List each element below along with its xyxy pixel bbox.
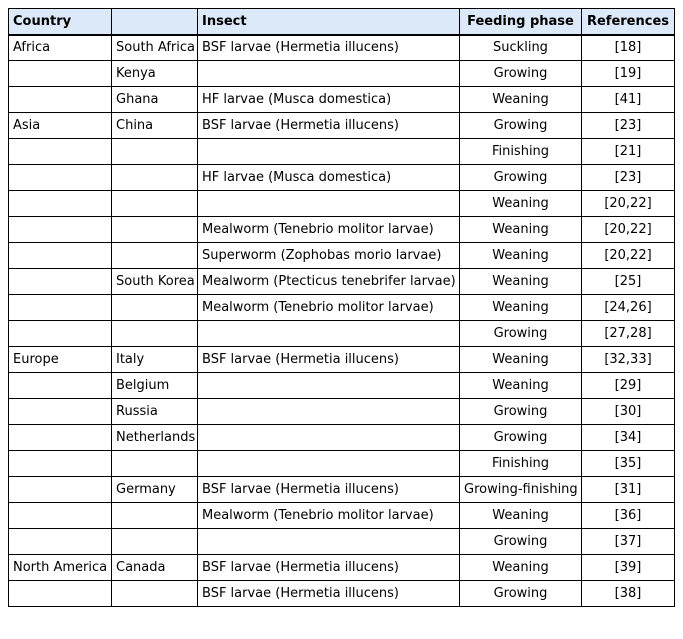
cell-insect — [198, 373, 460, 399]
cell-insect: BSF larvae (Hermetia illucens) — [198, 35, 460, 61]
cell-insect — [198, 139, 460, 165]
cell-region: Asia — [9, 113, 112, 139]
table-row — [9, 373, 675, 399]
table-row — [9, 61, 675, 87]
header-subcountry — [112, 9, 198, 35]
cell-reference: [29] — [582, 373, 675, 399]
cell-country: Netherlands — [112, 425, 198, 451]
header-country: Country — [9, 9, 112, 35]
cell-reference: [23] — [582, 165, 675, 191]
cell-country: Italy — [112, 347, 198, 373]
cell-insect — [198, 399, 460, 425]
cell-region — [9, 269, 112, 295]
table-row — [9, 139, 675, 165]
cell-reference: [24,26] — [582, 295, 675, 321]
cell-reference: [36] — [582, 503, 675, 529]
cell-feeding-phase: Weaning — [460, 347, 582, 373]
cell-insect: BSF larvae (Hermetia illucens) — [198, 477, 460, 503]
cell-feeding-phase: Growing — [460, 529, 582, 555]
cell-region — [9, 139, 112, 165]
cell-region: Africa — [9, 35, 112, 61]
cell-feeding-phase: Growing — [460, 165, 582, 191]
cell-country: Kenya — [112, 61, 198, 87]
cell-region: North America — [9, 555, 112, 581]
cell-country — [112, 139, 198, 165]
cell-feeding-phase: Weaning — [460, 373, 582, 399]
table-row — [9, 529, 675, 555]
cell-insect: HF larvae (Musca domestica) — [198, 87, 460, 113]
cell-region — [9, 503, 112, 529]
cell-reference: [18] — [582, 35, 675, 61]
cell-reference: [35] — [582, 451, 675, 477]
table-row — [9, 581, 675, 607]
cell-reference: [23] — [582, 113, 675, 139]
cell-reference: [41] — [582, 87, 675, 113]
cell-insect — [198, 451, 460, 477]
cell-feeding-phase: Suckling — [460, 35, 582, 61]
cell-country — [112, 295, 198, 321]
cell-reference: [32,33] — [582, 347, 675, 373]
cell-region: Europe — [9, 347, 112, 373]
cell-feeding-phase: Finishing — [460, 451, 582, 477]
cell-region — [9, 399, 112, 425]
cell-reference: [31] — [582, 477, 675, 503]
cell-region — [9, 581, 112, 607]
table-row — [9, 243, 675, 269]
cell-feeding-phase: Growing — [460, 425, 582, 451]
table-body — [9, 35, 675, 607]
cell-feeding-phase: Growing-finishing — [460, 477, 582, 503]
cell-region — [9, 321, 112, 347]
cell-feeding-phase: Weaning — [460, 269, 582, 295]
cell-insect — [198, 321, 460, 347]
cell-reference: [20,22] — [582, 191, 675, 217]
cell-region — [9, 191, 112, 217]
table-row — [9, 503, 675, 529]
cell-country: China — [112, 113, 198, 139]
cell-reference: [21] — [582, 139, 675, 165]
cell-reference: [39] — [582, 555, 675, 581]
cell-feeding-phase: Growing — [460, 399, 582, 425]
cell-reference: [38] — [582, 581, 675, 607]
cell-country — [112, 191, 198, 217]
cell-insect: Mealworm (Tenebrio molitor larvae) — [198, 217, 460, 243]
table-row — [9, 269, 675, 295]
cell-reference: [20,22] — [582, 217, 675, 243]
cell-region — [9, 425, 112, 451]
table-row — [9, 347, 675, 373]
cell-region — [9, 243, 112, 269]
cell-insect: BSF larvae (Hermetia illucens) — [198, 581, 460, 607]
table-row — [9, 295, 675, 321]
cell-feeding-phase: Weaning — [460, 87, 582, 113]
cell-reference: [27,28] — [582, 321, 675, 347]
cell-reference: [34] — [582, 425, 675, 451]
cell-region — [9, 61, 112, 87]
cell-reference: [30] — [582, 399, 675, 425]
cell-country: Canada — [112, 555, 198, 581]
cell-insect: Mealworm (Tenebrio molitor larvae) — [198, 503, 460, 529]
header-insect: Insect — [198, 9, 460, 35]
cell-insect: HF larvae (Musca domestica) — [198, 165, 460, 191]
cell-country: Russia — [112, 399, 198, 425]
table-header-row — [9, 9, 675, 35]
cell-reference: [19] — [582, 61, 675, 87]
cell-region — [9, 373, 112, 399]
table-row — [9, 87, 675, 113]
cell-feeding-phase: Growing — [460, 61, 582, 87]
cell-insect: Mealworm (Ptecticus tenebrifer larvae) — [198, 269, 460, 295]
cell-country — [112, 243, 198, 269]
table-row — [9, 451, 675, 477]
table-row — [9, 165, 675, 191]
cell-reference: [20,22] — [582, 243, 675, 269]
cell-region — [9, 477, 112, 503]
table-row — [9, 217, 675, 243]
cell-region — [9, 165, 112, 191]
table-row — [9, 113, 675, 139]
cell-insect — [198, 529, 460, 555]
cell-reference: [25] — [582, 269, 675, 295]
cell-reference: [37] — [582, 529, 675, 555]
cell-region — [9, 529, 112, 555]
cell-country — [112, 451, 198, 477]
cell-feeding-phase: Weaning — [460, 295, 582, 321]
cell-region — [9, 451, 112, 477]
cell-insect: BSF larvae (Hermetia illucens) — [198, 555, 460, 581]
cell-country — [112, 321, 198, 347]
table-row — [9, 555, 675, 581]
cell-insect: Superworm (Zophobas morio larvae) — [198, 243, 460, 269]
cell-country: Ghana — [112, 87, 198, 113]
cell-feeding-phase: Growing — [460, 581, 582, 607]
table-row — [9, 191, 675, 217]
cell-feeding-phase: Growing — [460, 113, 582, 139]
table-row — [9, 425, 675, 451]
cell-feeding-phase: Weaning — [460, 217, 582, 243]
cell-country — [112, 165, 198, 191]
insect-feeding-table — [8, 8, 675, 607]
cell-feeding-phase: Growing — [460, 321, 582, 347]
header-references: References — [582, 9, 675, 35]
cell-feeding-phase: Weaning — [460, 503, 582, 529]
cell-country — [112, 217, 198, 243]
cell-country — [112, 529, 198, 555]
header-feeding-phase: Feeding phase — [460, 9, 582, 35]
cell-country: Belgium — [112, 373, 198, 399]
cell-country: Germany — [112, 477, 198, 503]
cell-insect — [198, 425, 460, 451]
cell-country: South Africa — [112, 35, 198, 61]
cell-feeding-phase: Weaning — [460, 243, 582, 269]
cell-region — [9, 295, 112, 321]
cell-country — [112, 503, 198, 529]
table-row — [9, 321, 675, 347]
cell-region — [9, 217, 112, 243]
cell-insect: BSF larvae (Hermetia illucens) — [198, 347, 460, 373]
cell-region — [9, 87, 112, 113]
cell-insect — [198, 61, 460, 87]
cell-feeding-phase: Weaning — [460, 555, 582, 581]
cell-insect: Mealworm (Tenebrio molitor larvae) — [198, 295, 460, 321]
cell-insect — [198, 191, 460, 217]
cell-insect: BSF larvae (Hermetia illucens) — [198, 113, 460, 139]
cell-country — [112, 581, 198, 607]
cell-country: South Korea — [112, 269, 198, 295]
cell-feeding-phase: Weaning — [460, 191, 582, 217]
table-row — [9, 35, 675, 61]
table-row — [9, 477, 675, 503]
table-row — [9, 399, 675, 425]
cell-feeding-phase: Finishing — [460, 139, 582, 165]
